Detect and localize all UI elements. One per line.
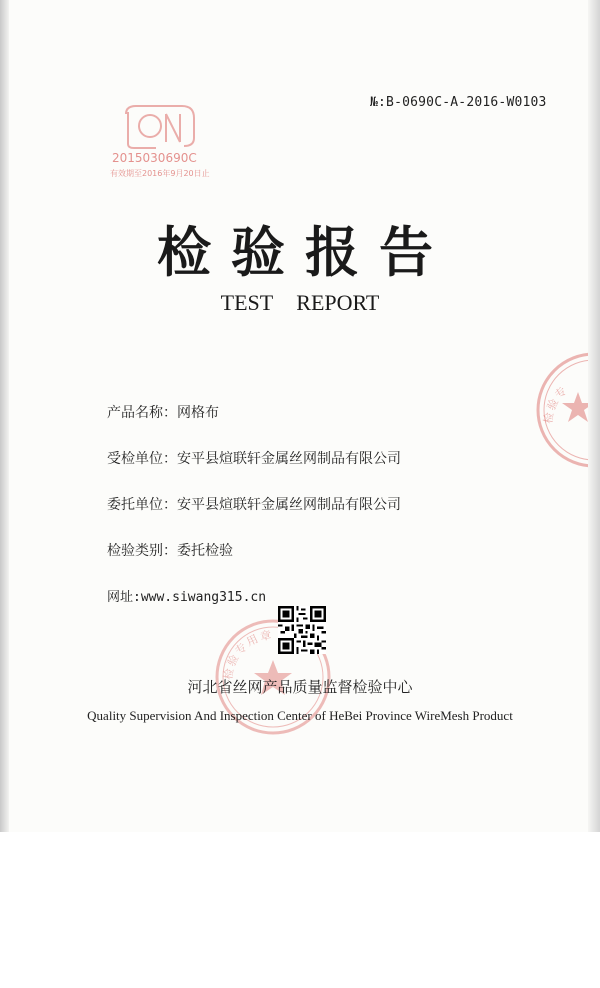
field-label: 产品名称： xyxy=(107,405,177,421)
website-url[interactable]: www.siwang315.cn xyxy=(140,590,267,605)
qr-code-icon xyxy=(278,606,326,654)
report-title-chinese: 检验报告 xyxy=(157,221,453,284)
field-value: 安平县煊联轩金属丝网制品有限公司 xyxy=(177,497,401,513)
issuer-name-english: Quality Supervision And Inspection Center of HeBei Province WireMesh Product xyxy=(87,708,513,723)
field-product-name xyxy=(107,402,219,422)
field-label: 受检单位： xyxy=(107,451,177,467)
seal-right-text: 检验专 xyxy=(541,382,571,425)
field-website xyxy=(107,586,266,605)
field-value: 委托检验 xyxy=(177,543,233,559)
issuer-name-chinese: 河北省丝网产品质量监督检验中心 xyxy=(187,678,413,696)
field-inspection-type xyxy=(107,540,233,560)
field-value: 网格布 xyxy=(177,405,219,421)
report-title-english: TEST REPORT xyxy=(220,290,380,315)
seal-left-text: 检验专用章 xyxy=(221,628,275,681)
field-inspected-unit xyxy=(107,448,401,468)
website-label: 网址: xyxy=(107,590,141,605)
cma-stamp-code: 2015030690C xyxy=(112,151,197,165)
inspection-seal-right xyxy=(534,350,600,470)
report-number: №:B-0690C-A-2016-W0103 xyxy=(370,95,547,110)
field-label: 检验类别： xyxy=(107,543,177,559)
field-client-unit xyxy=(107,494,401,514)
cma-stamp-validity: 有效期至2016年9月20日止 xyxy=(110,169,210,178)
field-label: 委托单位： xyxy=(107,497,177,513)
cma-accreditation-stamp xyxy=(104,100,212,180)
field-value: 安平县煊联轩金属丝网制品有限公司 xyxy=(177,451,401,467)
